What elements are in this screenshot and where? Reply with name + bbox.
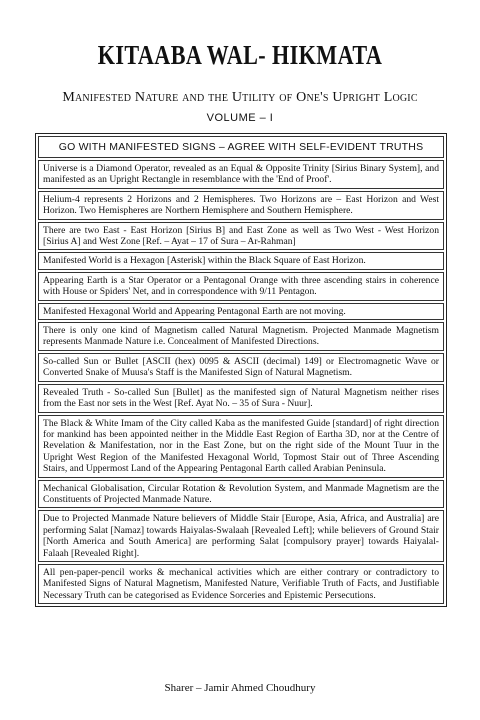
book-subtitle: Manifested Nature and the Utility of One's Upright Logic [62, 90, 418, 105]
statement-row: Appearing Earth is a Star Operator or a Pentagonal Orange with three ascending stairs in coherence with House or Spiders' Net, and in correspondence with 9/11 Pentagon. [38, 272, 444, 301]
statements-box [35, 133, 447, 607]
statement-row: Helium-4 represents 2 Horizons and 2 Hemispheres. Two Horizons are – East Horizon and West Horizon. Two Hemispheres are Northern Hemisphere and Southern Hemisphere. [38, 191, 444, 220]
statement-row: Manifested Hexagonal World and Appearing Pentagonal Earth are not moving. [38, 303, 444, 320]
statement-row: So-called Sun or Bullet [ASCII (hex) 0095 & ASCII (decimal) 149] or Electromagnetic Wave or Converted Snake of Muusa's Staff is the Manifested Sign of Natural Magnetism. [38, 353, 444, 382]
volume-label: VOLUME – I [206, 112, 274, 124]
box-header: GO WITH MANIFESTED SIGNS – AGREE WITH SELF-EVIDENT TRUTHS [38, 136, 444, 158]
statement-row: The Black & White Imam of the City called Kaba as the manifested Guide [standard] of right direction for mankind has been appointed neither in the Middle East Region of Eartha 3D, nor at the Centre of Revelation & Manifestation, nor in the East Zone, but on the right side of the Mount Tuur in the Upright West Region of the Manifested Hexagonal World, Topmost Stair out of Three Ascending Stairs, and Uppermost Land of the Appearing Pentagonal Earth called Arabian Peninsula. [38, 415, 444, 478]
statement-row: Manifested World is a Hexagon [Asterisk] within the Black Square of East Horizon. [38, 252, 444, 269]
sharer-credit: Sharer – Jamir Ahmed Choudhury [164, 682, 316, 694]
statement-row: Revealed Truth - So-called Sun [Bullet] as the manifested sign of Natural Magnetism neither rises from the East nor sets in the West [Ref. Ayat No. – 35 of Sura - Nuur]. [38, 384, 444, 413]
statement-row: All pen-paper-pencil works & mechanical activities which are either contrary or contradictory to Manifested Signs of Natural Magnetism, Manifested Nature, Verifiable Truth of Facts, and Justifiable Necessary Truth can be categorised as Evidence Sorceries and Epistemic Persecutions. [38, 564, 444, 604]
book-title: KITAABA WAL- HIKMATA [97, 40, 383, 70]
statement-row: Universe is a Diamond Operator, revealed as an Equal & Opposite Trinity [Sirius Binary System], and manifested as an Upright Rectangle in resemblance with the 'End of Proof'. [38, 160, 444, 189]
statement-row: There are two East - East Horizon [Sirius B] and East Zone as well as Two West - West Horizon [Sirius A] and West Zone [Ref. – Ayat – 17 of Sura – Ar-Rahman] [38, 222, 444, 251]
statement-row: There is only one kind of Magnetism called Natural Magnetism. Projected Manmade Magnetism represents Manmade Nature i.e. Concealment of Manifested Directions. [38, 322, 444, 351]
statement-row: Due to Projected Manmade Nature believers of Middle Stair [Europe, Asia, Africa, and Australia] are performing Salat [Namaz] towards Haiyalas-Swalaah [Revealed Left]; while believers of Ground Stair [North America and South America] are performing Salat [compulsory prayer] towards Haiyalal-Falaah [Revealed Right]. [38, 510, 444, 562]
statement-row: Mechanical Globalisation, Circular Rotation & Revolution System, and Manmade Magnetism are the Constituents of Projected Manmade Nature. [38, 480, 444, 509]
